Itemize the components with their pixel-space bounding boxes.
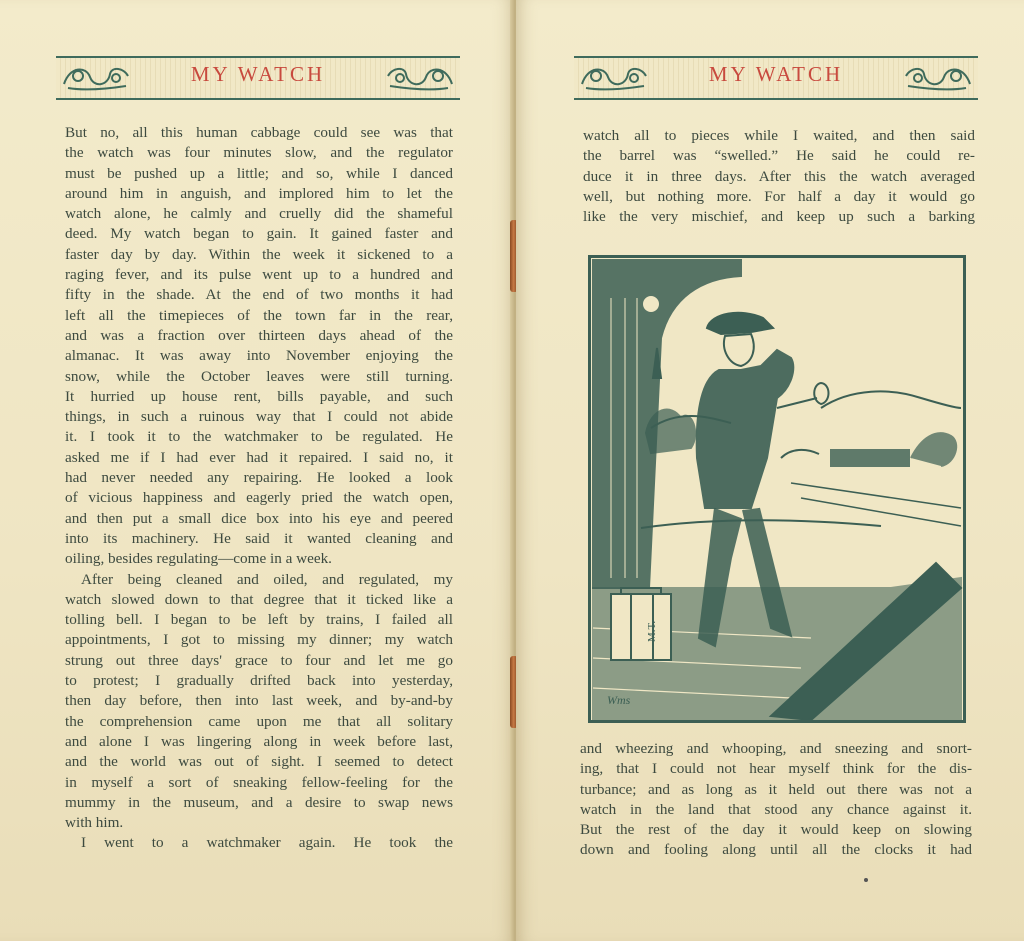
text-line: snow, while the October leaves were still turning. (65, 367, 453, 385)
text-line: It hurried up house rent, bills payable, and such (65, 387, 453, 405)
suitcase-initials: M.T. (646, 620, 658, 642)
scroll-ornament-icon (578, 62, 650, 92)
text-line: and the world was out of sight. I seemed to detect (65, 753, 453, 771)
text-line: to protest; I gradually drifted back into yesterday, (65, 672, 453, 690)
text-line: must be pushed up a little; and so, while I danced (65, 164, 453, 182)
text-line: But no, all this human cabbage could see was that (65, 124, 453, 141)
text-line: well, but nothing more. For half a day it would go (583, 187, 975, 205)
text-line: deed. My watch began to gain. It gained faster and (65, 225, 453, 243)
text-line: I went to a watchmaker again. He took the (81, 834, 453, 852)
text-line: the barrel was “swelled.” He said he could re- (583, 147, 975, 165)
text-line: the comprehension came upon me that all solitary (65, 712, 453, 730)
text-line: around him in anguish, and implored him to let the (65, 184, 453, 202)
right-running-header (574, 56, 978, 100)
text-line: oiling, besides regulating—come in a week. (65, 550, 332, 568)
right-body-text-bottom (580, 739, 972, 861)
text-line: tolling bell. I began to be left by trains, I failed all (65, 611, 453, 629)
text-line: turbance; and as long as it held out there was not a (580, 780, 972, 798)
text-line: almanac. It was away into November enjoying the (65, 347, 453, 365)
running-title: MY WATCH (190, 62, 326, 86)
text-line: and wheezing and whooping, and sneezing and snort- (580, 740, 972, 757)
text-line: watch all to pieces while I waited, and then said (583, 127, 975, 144)
text-line: watch alone, he calmly and cruelly did the shameful (65, 205, 453, 223)
text-line: things, in such a ruinous way that I could not abide (65, 408, 453, 426)
text-line: had never needed any repairing. He looked a look (65, 469, 453, 487)
text-line: the watch was four minutes slow, and the regulator (65, 144, 453, 162)
text-line: into its machinery. He said it wanted cleaning and (65, 529, 453, 547)
text-line: and was a fraction over thirteen days ahead of the (65, 326, 453, 344)
illustration-signature: Wms (607, 693, 631, 707)
text-line: and alone I was lingering along in week before last, (65, 732, 453, 750)
text-line: After being cleaned and oiled, and regulated, my (81, 570, 453, 588)
text-line: raging fever, and its pulse went up to a hundred and (65, 266, 453, 284)
text-line: fifty in the shade. At the end of two months it had (65, 286, 453, 304)
text-line: duce it in three days. After this the watch averaged (583, 167, 975, 185)
text-line: left all the timepieces of the town far in the rear, (65, 306, 453, 324)
text-line: and then put a small dice box into his eye and peered (65, 509, 453, 527)
scroll-ornament-icon (60, 62, 132, 92)
text-line: faster day by day. Within the week it sickened to a (65, 245, 453, 263)
running-title: MY WATCH (708, 62, 844, 86)
left-body-text (65, 123, 453, 854)
page-speck (864, 878, 868, 882)
text-line: in myself a sort of sneaking fellow-feeling for the (65, 773, 453, 791)
text-line: it. I took it to the watchmaker to be regulated. He (65, 428, 453, 446)
text-line: strung out three days' grace to four and let me go (65, 651, 453, 669)
station-scene-illustration-icon (591, 258, 963, 720)
right-body-text-top (583, 126, 975, 227)
text-line: with him. (65, 814, 124, 832)
text-line: mummy in the museum, and a desire to swap news (65, 793, 453, 811)
text-line: asked me if I had ever had it repaired. I said no, it (65, 448, 453, 466)
text-line: watch in the land that stood any chance against it. (580, 800, 972, 818)
text-line: appointments, I got to missing my dinner; my watch (65, 631, 453, 649)
text-line: watch slowed down to that degree that it ticked like a (65, 590, 453, 608)
left-running-header (56, 56, 460, 100)
text-line: then day before, then into last week, and by-and-by (65, 692, 453, 710)
scroll-ornament-icon (902, 62, 974, 92)
scroll-ornament-icon (384, 62, 456, 92)
man-with-watch-illustration (588, 255, 966, 723)
text-line: But the rest of the day it would keep on slowing (580, 821, 972, 839)
text-line: like the very mischief, and keep up such a barking (583, 208, 975, 226)
text-line: down and fooling along until all the clocks it had (580, 841, 972, 859)
text-line: of vicious happiness and eagerly pried the watch open, (65, 489, 453, 507)
text-line: ing, that I could not hear myself think for the dis- (580, 760, 972, 778)
